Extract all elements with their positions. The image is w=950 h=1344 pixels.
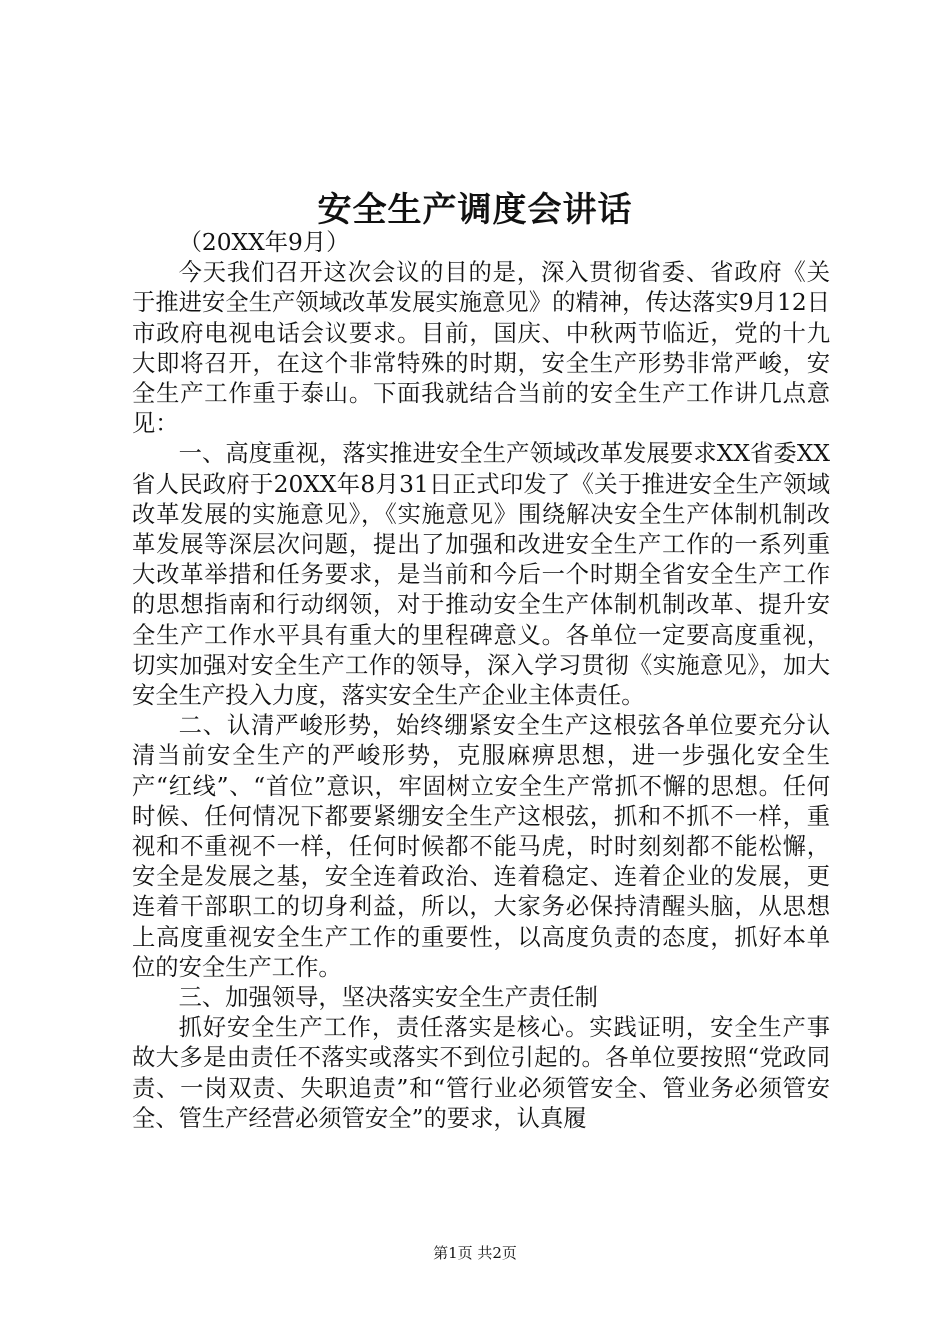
paragraph-section-2: 二、认清严峻形势，始终绷紧安全生产这根弦各单位要充分认清当前安全生产的严峻形势，克服麻痹思想，进一步强化安全生产“红线”、“首位”意识，牢固树立安全生产常抓不懈的思想。任何时候、任何情况下都要紧绷安全生产这根弦，抓和不抓不一样，重视和不重视不一样，任何时候都不能马虎，时时刻刻都不能松懈，安全是发展之基，安全连着政治、连着稳定、连着企业的发展，更连着干部职工的切身利益，所以，大家务必保持清醒头脑，从思想上高度重视安全生产工作的重要性，以高度负责的态度，抓好本单位的安全生产工作。: [132, 712, 830, 981]
paragraph-intro: 今天我们召开这次会议的目的是，深入贯彻省委、省政府《关于推进安全生产领域改革发展实施意见》的精神，传达落实9月12日市政府电视电话会议要求。目前，国庆、中秋两节临近，党的十九大即将召开，在这个非常特殊的时期，安全生产形势非常严峻，安全生产工作重于泰山。下面我就结合当前的安全生产工作讲几点意见：: [132, 259, 830, 438]
document-title: 安全生产调度会讲话: [317, 190, 633, 230]
document-body: [132, 228, 830, 1134]
paragraph-section-1: 一、高度重视，落实推进安全生产领域改革发展要求XX省委XX省人民政府于20XX年8月31日正式印发了《关于推进安全生产领域改革发展的实施意见》，《实施意见》围绕解决安全生产体制机制改革发展等深层次问题，提出了加强和改进安全生产工作的一系列重大改革举措和任务要求，是当前和今后一个时期全省安全生产工作的思想指南和行动纲领，对于推动安全生产体制机制改革、提升安全生产工作水平具有重大的里程碑意义。各单位一定要高度重视，切实加强对安全生产工作的领导，深入学习贯彻《实施意见》，加大安全生产投入力度，落实安全生产企业主体责任。: [132, 440, 830, 710]
date-line: （20XX年9月）: [178, 229, 350, 256]
page-number: 第1页 共2页: [433, 1244, 517, 1262]
paragraph-section-3: 抓好安全生产工作，责任落实是核心。实践证明，安全生产事故大多是由责任不落实或落实不到位引起的。各单位要按照“党政同责、一岗双责、失职追责”和“管行业必须管安全、管业务必须管安全、管生产经营必须管安全”的要求，认真履: [132, 1014, 830, 1132]
section-3-heading: 三、加强领导，坚决落实安全生产责任制: [178, 984, 598, 1012]
